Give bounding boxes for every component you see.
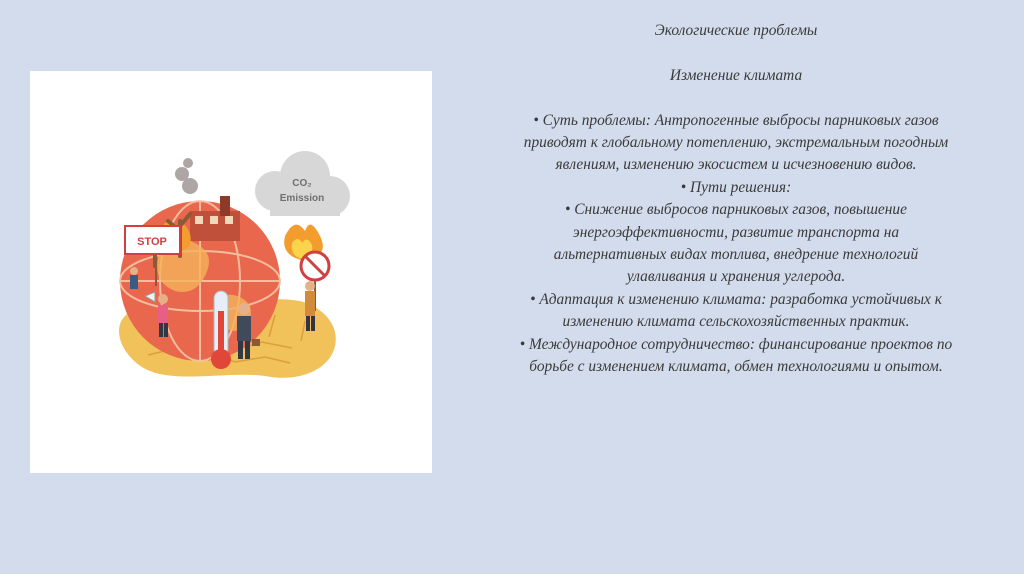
text-line: • Международное сотрудничество: финансирование проектов по: [519, 335, 953, 353]
text-line: борьбе с изменением климата, обмен технологиями и опытом.: [529, 358, 943, 376]
text-line: улавливания и хранения углерода.: [626, 268, 846, 286]
slide-subtitle: Изменение климата: [669, 66, 803, 84]
cloud-label-co2: CO₂: [292, 178, 312, 189]
slide-text: [462, 20, 1010, 378]
text-line: приводят к глобальному потеплению, экстремальным погодным: [523, 134, 949, 151]
climate-illustration: [30, 71, 432, 473]
person-icon: [305, 281, 315, 331]
cloud-label-emission: Emission: [279, 193, 325, 204]
text-line: альтернативных видах топлива, внедрение технологий: [553, 246, 919, 264]
co2-cloud-icon: [255, 151, 350, 216]
text-line: • Снижение выбросов парниковых газов, повышение: [565, 201, 907, 219]
person-icon: [158, 294, 168, 337]
person-icon: [130, 267, 138, 289]
slide-title: Экологические проблемы: [654, 22, 818, 39]
text-line: • Пути решения:: [680, 178, 792, 196]
text-line: • Адаптация к изменению климата: разработка устойчивых к: [530, 290, 942, 308]
text-line: явлениям, изменению экосистем и исчезновению видов.: [555, 156, 917, 174]
text-line: • Суть проблемы: Антропогенные выбросы парниковых газов: [533, 111, 939, 129]
text-line: изменению климата сельскохозяйственных практик.: [562, 313, 910, 331]
thermometer-icon: [211, 291, 231, 369]
smoke-icon: [175, 158, 198, 194]
stop-sign-label: STOP: [137, 236, 167, 248]
global-warming-illustration: [30, 71, 432, 473]
text-line: энергоэффективности, развитие транспорта на: [572, 223, 900, 241]
